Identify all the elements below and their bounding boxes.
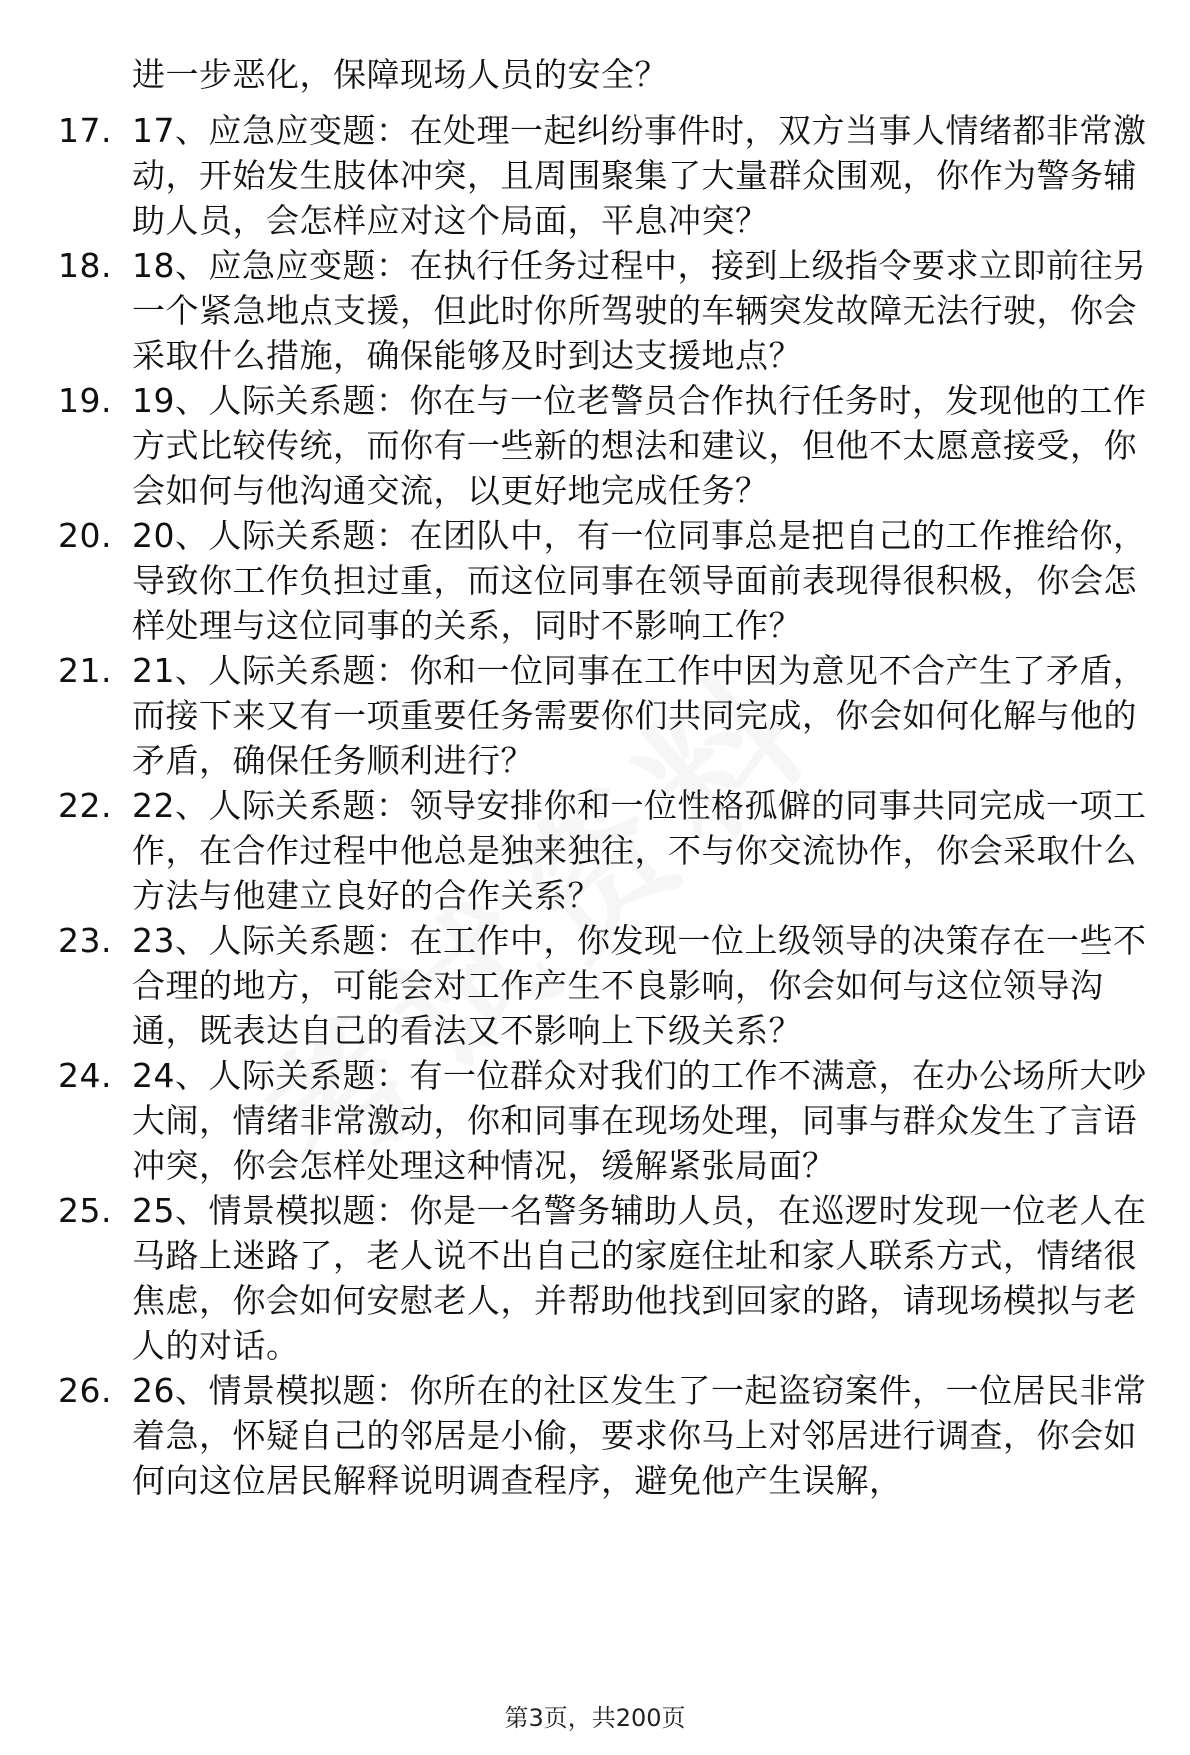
item-number: 24. [58, 1056, 112, 1095]
item-number: 21. [58, 651, 112, 690]
item-number: 26. [58, 1371, 112, 1410]
item-number: 25. [58, 1191, 112, 1230]
item-text: 18、应急应变题：在执行任务过程中，接到上级指令要求立即前往另一个紧急地点支援，但此时你所驾驶的车辆突发故障无法行驶，你会采取什么措施，确保能够及时到达支援地点？ [132, 246, 1147, 375]
item-number: 17. [58, 111, 112, 150]
item-text: 21、人际关系题：你和一位同事在工作中因为意见不合产生了矛盾，而接下来又有一项重要任务需要你们共同完成，你会如何化解与他的矛盾，确保任务顺利进行？ [132, 651, 1147, 780]
item-text: 23、人际关系题：在工作中，你发现一位上级领导的决策存在一些不合理的地方，可能会对工作产生不良影响，你会如何与这位领导沟通，既表达自己的看法又不影响上下级关系？ [132, 921, 1147, 1050]
page-footer: 第3页，共200页 [504, 1704, 686, 1732]
item-number: 19. [58, 381, 112, 420]
item-text: 22、人际关系题：领导安排你和一位性格孤僻的同事共同完成一项工作，在合作过程中他总是独来独往，不与你交流协作，你会采取什么方法与他建立良好的合作关系？ [132, 786, 1147, 915]
item-number: 23. [58, 921, 112, 960]
item-text: 24、人际关系题：有一位群众对我们的工作不满意，在办公场所大吵大闹，情绪非常激动，你和同事在现场处理，同事与群众发生了言语冲突，你会怎样处理这种情况，缓解紧张局面？ [132, 1056, 1147, 1185]
item-number: 20. [58, 516, 112, 555]
item-number: 18. [58, 246, 112, 285]
item-text: 26、情景模拟题：你所在的社区发生了一起盗窃案件，一位居民非常着急，怀疑自己的邻居是小偷，要求你马上对邻居进行调查，你会如何向这位居民解释说明调查程序，避免他产生误解， [132, 1371, 1147, 1500]
item-text: 17、应急应变题：在处理一起纠纷事件时，双方当事人情绪都非常激动，开始发生肢体冲突，且周围聚集了大量群众围观，你作为警务辅助人员，会怎样应对这个局面，平息冲突？ [132, 111, 1147, 240]
item-text: 19、人际关系题：你在与一位老警员合作执行任务时，发现他的工作方式比较传统，而你有一些新的想法和建议，但他不太愿意接受，你会如何与他沟通交流，以更好地完成任务？ [132, 381, 1147, 510]
item-text: 25、情景模拟题：你是一名警务辅助人员，在巡逻时发现一位老人在马路上迷路了，老人说不出自己的家庭住址和家人联系方式，情绪很焦虑，你会如何安慰老人，并帮助他找到回家的路，请现场模拟与老人的对话。 [132, 1191, 1147, 1365]
continuation-text: 进一步恶化，保障现场人员的安全？ [132, 55, 668, 94]
item-number: 22. [58, 786, 112, 825]
item-text: 20、人际关系题：在团队中，有一位同事总是把自己的工作推给你，导致你工作负担过重，而这位同事在领导面前表现得很积极，你会怎样处理与这位同事的关系，同时不影响工作？ [132, 516, 1147, 645]
